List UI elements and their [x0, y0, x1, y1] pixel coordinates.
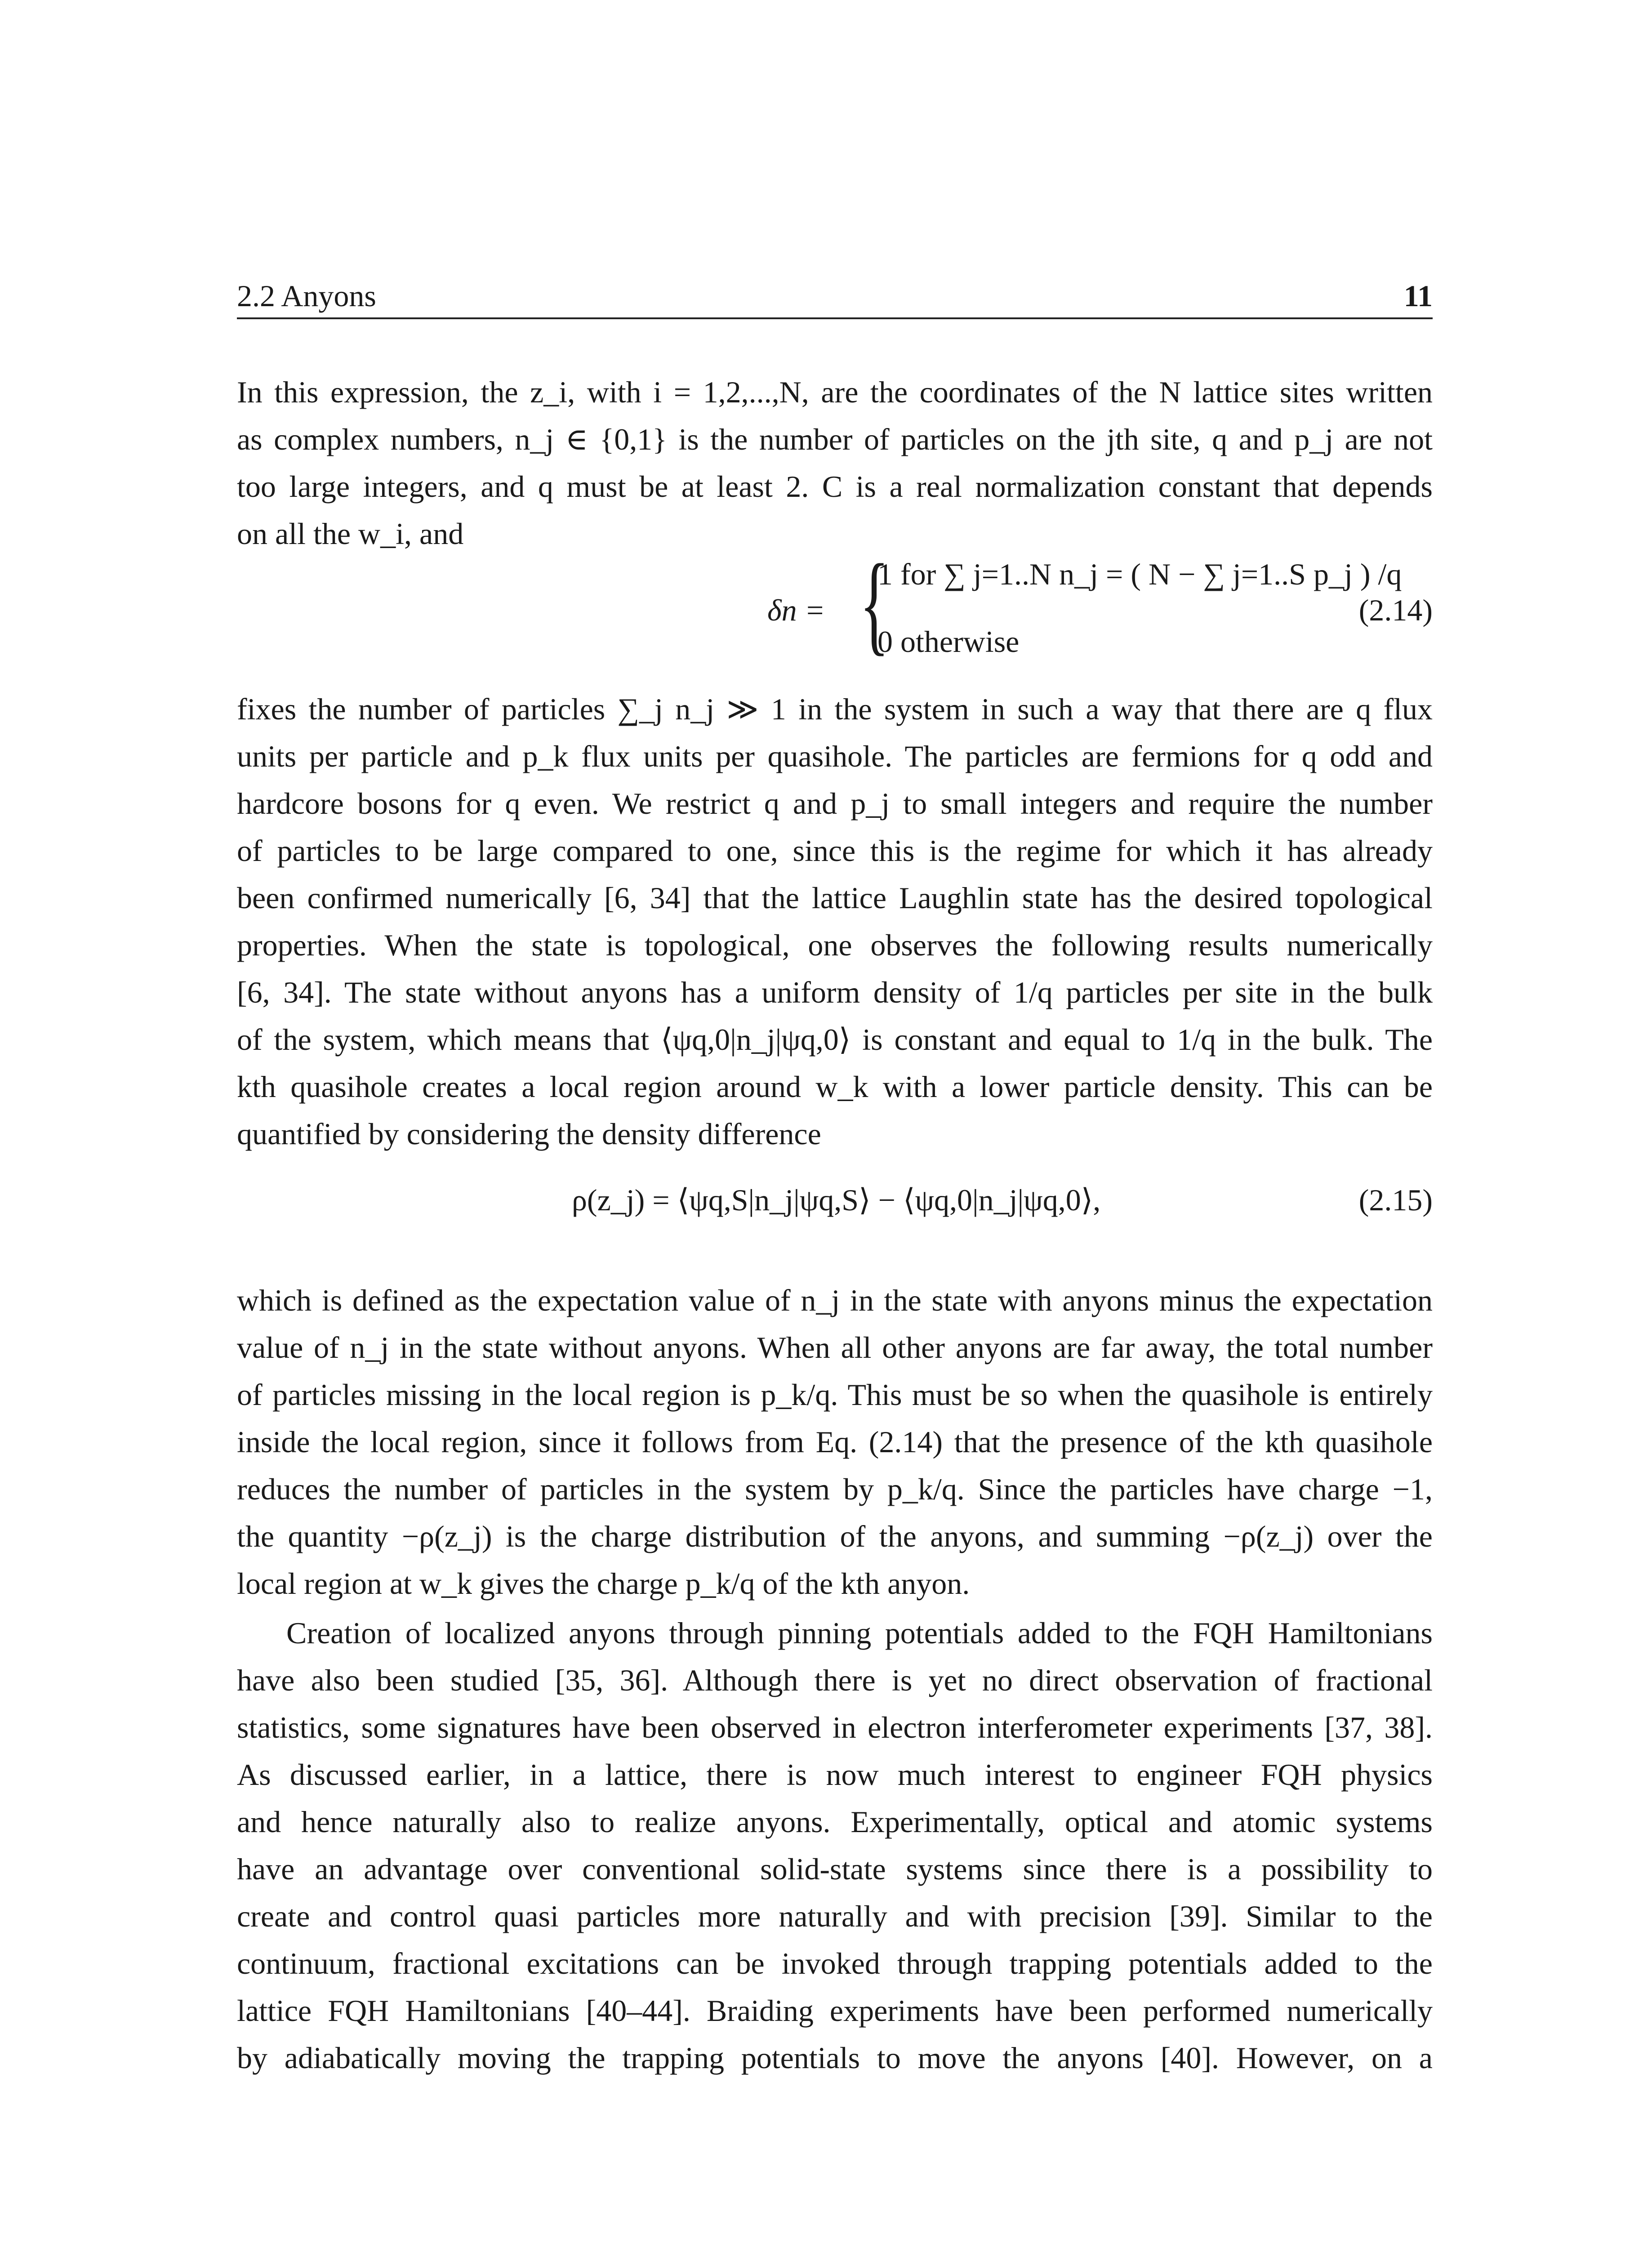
text-line: as complex numbers, n_j ∈ {0,1} is the number of particles on the jth site, q and p_j are not: [237, 422, 1433, 456]
text-line: too large integers, and q must be at least 2. C is a real normalization constant that depends: [237, 469, 1433, 504]
equation-number: (2.15): [1358, 1183, 1433, 1217]
text-line: and hence naturally also to realize anyons. Experimentally, optical and atomic systems: [237, 1805, 1433, 1839]
curly-brace: {: [859, 541, 889, 666]
section-title: 2.2 Anyons: [237, 279, 376, 313]
running-header: [237, 274, 1433, 319]
text-line: reduces the number of particles in the system by p_k/q. Since the particles have charge −1,: [237, 1472, 1433, 1506]
text-line: [6, 34]. The state without anyons has a uniform density of 1/q particles per site in the bulk: [237, 975, 1433, 1009]
equation-2-14: [237, 541, 1433, 682]
paragraph-1: [237, 369, 1433, 558]
paragraph-4: [237, 1610, 1433, 2082]
text-line: of particles missing in the local region is p_k/q. This must be so when the quasihole is entirely: [237, 1378, 1433, 1412]
text-line: on all the w_i, and: [237, 517, 464, 551]
text-line: units per particle and p_k flux units per quasihole. The particles are fermions for q odd and: [237, 739, 1433, 773]
text-line: In this expression, the z_i, with i = 1,2,...,N, are the coordinates of the N lattice sites written: [237, 375, 1433, 409]
equation-case-1: 1 for ∑ j=1..N n_j = ( N − ∑ j=1..S p_j ) /q: [877, 557, 1402, 591]
text-line: hardcore bosons for q even. We restrict q and p_j to small integers and require the number: [237, 786, 1433, 821]
text-line: create and control quasi particles more naturally and with precision [39]. Similar to the: [237, 1899, 1433, 1933]
text-line: fixes the number of particles ∑_j n_j ≫ 1 in the system in such a way that there are q flux: [237, 692, 1433, 726]
text-line: of the system, which means that ⟨ψq,0|n_j|ψq,0⟩ is constant and equal to 1/q in the bulk. The: [237, 1022, 1433, 1057]
equation-number: (2.14): [1358, 593, 1433, 627]
paragraph-2: [237, 686, 1433, 1158]
equation-case-2: 0 otherwise: [877, 624, 1020, 659]
text-line: have also been studied [35, 36]. Although there is yet no direct observation of fractional: [237, 1663, 1433, 1697]
equation-2-15: [237, 1182, 1433, 1232]
text-line: quantified by considering the density difference: [237, 1117, 821, 1151]
text-line: lattice FQH Hamiltonians [40–44]. Braiding experiments have been performed numerically: [237, 1994, 1433, 2028]
equation-body: ρ(z_j) = ⟨ψq,S|n_j|ψq,S⟩ − ⟨ψq,0|n_j|ψq,0⟩,: [572, 1183, 1101, 1217]
page-number: 11: [1403, 279, 1433, 313]
text-line: properties. When the state is topological, one observes the following results numerically: [237, 928, 1433, 962]
text-line: inside the local region, since it follows from Eq. (2.14) that the presence of the kth quasihole: [237, 1425, 1433, 1459]
text-line: value of n_j in the state without anyons. When all other anyons are far away, the total number: [237, 1330, 1433, 1365]
text-line: been confirmed numerically [6, 34] that the lattice Laughlin state has the desired topological: [237, 881, 1433, 915]
text-line: which is defined as the expectation value of n_j in the state with anyons minus the expectation: [237, 1283, 1433, 1317]
text-line: continuum, fractional excitations can be invoked through trapping potentials added to the: [237, 1946, 1433, 1980]
text-line: by adiabatically moving the trapping potentials to move the anyons [40]. However, on a: [237, 2041, 1433, 2075]
text-line: Creation of localized anyons through pinning potentials added to the FQH Hamiltonians: [286, 1616, 1433, 1650]
text-line: As discussed earlier, in a lattice, there is now much interest to engineer FQH physics: [237, 1757, 1433, 1792]
text-line: have an advantage over conventional solid-state systems since there is a possibility to: [237, 1852, 1433, 1886]
text-line: local region at w_k gives the charge p_k/q of the kth anyon.: [237, 1566, 970, 1601]
text-line: kth quasihole creates a local region around w_k with a lower particle density. This can be: [237, 1070, 1433, 1104]
text-line: statistics, some signatures have been observed in electron interferometer experiments [37, 38].: [237, 1710, 1433, 1744]
equation-lhs: δn =: [767, 593, 825, 627]
text-line: of particles to be large compared to one, since this is the regime for which it has already: [237, 834, 1433, 868]
paragraph-3: [237, 1277, 1433, 1607]
text-line: the quantity −ρ(z_j) is the charge distribution of the anyons, and summing −ρ(z_j) over the: [237, 1519, 1433, 1553]
